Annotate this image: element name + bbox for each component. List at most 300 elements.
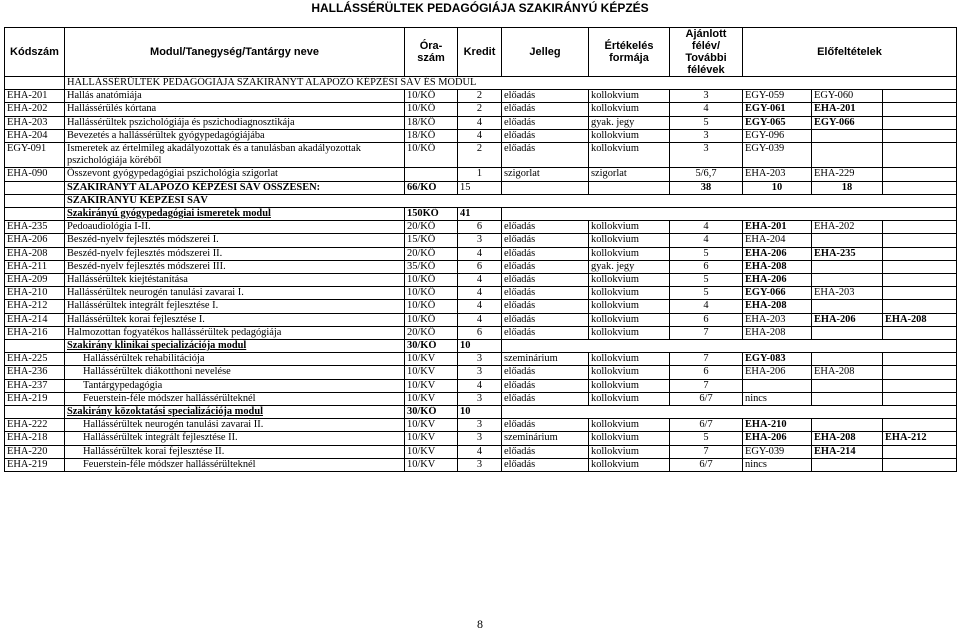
course-code: EHA-237 — [5, 379, 65, 392]
course-evaluation: kollokvium — [589, 287, 670, 300]
prerequisite — [883, 379, 957, 392]
header-hours: Óra-szám — [405, 28, 458, 77]
prerequisite — [883, 247, 957, 260]
course-name: Hallássérültek rehabilitációja — [65, 353, 405, 366]
course-hours: 10/KÖ — [405, 313, 458, 326]
table-row — [5, 143, 957, 168]
course-code: EHA-090 — [5, 168, 65, 181]
course-name: Hallássérültek korai fejlesztése II. — [65, 445, 405, 458]
prerequisite: EGY-066 — [743, 287, 812, 300]
course-semester: 3 — [670, 90, 743, 103]
course-type: szigorlat — [502, 168, 589, 181]
table-row — [5, 432, 957, 445]
prerequisite: EHA-206 — [743, 247, 812, 260]
prerequisite — [883, 90, 957, 103]
course-credit: 4 — [458, 247, 502, 260]
course-hours: 20/KÖ — [405, 326, 458, 339]
table-row — [5, 379, 957, 392]
course-name: Feuerstein-féle módszer hallássérülteknél — [65, 458, 405, 471]
table-row — [5, 419, 957, 432]
prerequisite — [883, 287, 957, 300]
course-evaluation: kollokvium — [589, 419, 670, 432]
course-semester: 5 — [670, 432, 743, 445]
prerequisite: nincs — [743, 392, 812, 405]
table-row — [5, 221, 957, 234]
empty-cell — [589, 181, 670, 194]
prerequisite: EHA-201 — [812, 103, 883, 116]
course-code: EHA-204 — [5, 129, 65, 142]
course-credit: 6 — [458, 221, 502, 234]
prerequisite — [812, 392, 883, 405]
course-evaluation: szigorlat — [589, 168, 670, 181]
header-semester: Ajánlott félév/ További félévek — [670, 28, 743, 77]
course-code: EHA-219 — [5, 392, 65, 405]
course-credit: 3 — [458, 419, 502, 432]
course-hours: 10/KV — [405, 445, 458, 458]
empty-cell — [5, 181, 65, 194]
heading-row — [5, 194, 957, 207]
course-semester: 4 — [670, 221, 743, 234]
empty-cell — [5, 340, 65, 353]
summary-credit: 15 — [458, 181, 502, 194]
prerequisite: EGY-066 — [812, 116, 883, 129]
course-type: előadás — [502, 366, 589, 379]
course-evaluation: kollokvium — [589, 353, 670, 366]
module-name: Szakirány klinikai specializációja modul — [65, 340, 405, 353]
course-credit: 4 — [458, 300, 502, 313]
prerequisite: EHA-208 — [812, 366, 883, 379]
prerequisite — [883, 221, 957, 234]
course-name: Halmozottan fogyatékos hallássérültek pedagógiája — [65, 326, 405, 339]
prerequisite: EHA-208 — [743, 326, 812, 339]
prerequisite — [812, 143, 883, 168]
prerequisite: EGY-061 — [743, 103, 812, 116]
course-type: előadás — [502, 221, 589, 234]
module-credit: 10 — [458, 406, 502, 419]
prerequisite: EHA-208 — [743, 260, 812, 273]
course-evaluation: kollokvium — [589, 129, 670, 142]
course-credit: 3 — [458, 234, 502, 247]
course-hours: 10/KV — [405, 379, 458, 392]
prerequisite — [812, 419, 883, 432]
curriculum-table — [4, 27, 957, 472]
course-evaluation: kollokvium — [589, 392, 670, 405]
table-row — [5, 103, 957, 116]
course-hours: 10/KV — [405, 366, 458, 379]
course-name: Feuerstein-féle módszer hallássérülteknél — [65, 392, 405, 405]
header-code: Kódszám — [5, 28, 65, 77]
course-type: előadás — [502, 313, 589, 326]
course-evaluation: kollokvium — [589, 103, 670, 116]
course-hours — [405, 168, 458, 181]
module-row — [5, 406, 957, 419]
course-semester: 4 — [670, 300, 743, 313]
prerequisite: EHA-206 — [743, 432, 812, 445]
course-credit: 1 — [458, 168, 502, 181]
summary-num: 10 — [743, 181, 812, 194]
prerequisite: EHA-204 — [743, 234, 812, 247]
course-type: előadás — [502, 143, 589, 168]
course-evaluation: kollokvium — [589, 221, 670, 234]
course-name: Pedoaudiológia I-II. — [65, 221, 405, 234]
table-row — [5, 366, 957, 379]
course-code: EHA-225 — [5, 353, 65, 366]
empty-cell — [502, 181, 589, 194]
course-credit: 4 — [458, 313, 502, 326]
course-credit: 3 — [458, 432, 502, 445]
prerequisite — [883, 353, 957, 366]
prerequisite — [812, 234, 883, 247]
course-type: előadás — [502, 419, 589, 432]
course-semester: 5 — [670, 247, 743, 260]
course-credit: 4 — [458, 287, 502, 300]
course-semester: 6/7 — [670, 458, 743, 471]
summary-label: SZAKIRÁNYT ALAPOZÓ KÉPZÉSI SÁV ÖSSZESEN: — [65, 181, 405, 194]
course-name: Hallássérültek integrált fejlesztése I. — [65, 300, 405, 313]
prerequisite — [883, 326, 957, 339]
course-credit: 4 — [458, 116, 502, 129]
course-type: előadás — [502, 116, 589, 129]
course-semester: 5 — [670, 287, 743, 300]
prerequisite: EHA-206 — [743, 366, 812, 379]
course-evaluation: gyak. jegy — [589, 116, 670, 129]
course-type: szeminárium — [502, 353, 589, 366]
prerequisite — [883, 234, 957, 247]
empty-cell — [502, 406, 957, 419]
prerequisite: EGY-083 — [743, 353, 812, 366]
course-semester: 5/6,7 — [670, 168, 743, 181]
course-credit: 3 — [458, 458, 502, 471]
table-row — [5, 313, 957, 326]
table-row — [5, 287, 957, 300]
course-credit: 2 — [458, 90, 502, 103]
empty-cell — [5, 194, 65, 207]
course-type: előadás — [502, 90, 589, 103]
table-row — [5, 274, 957, 287]
table-row — [5, 90, 957, 103]
course-credit: 4 — [458, 274, 502, 287]
prerequisite: EHA-202 — [812, 221, 883, 234]
course-code: EHA-222 — [5, 419, 65, 432]
course-evaluation: kollokvium — [589, 326, 670, 339]
course-semester: 7 — [670, 353, 743, 366]
course-code: EHA-214 — [5, 313, 65, 326]
prerequisite — [883, 392, 957, 405]
header-evaluation: Értékelés formája — [589, 28, 670, 77]
course-credit: 4 — [458, 129, 502, 142]
course-semester: 5 — [670, 116, 743, 129]
course-code: EHA-208 — [5, 247, 65, 260]
course-code: EHA-212 — [5, 300, 65, 313]
prerequisite — [883, 103, 957, 116]
course-hours: 18/KÖ — [405, 129, 458, 142]
course-type: előadás — [502, 300, 589, 313]
course-evaluation: kollokvium — [589, 234, 670, 247]
course-credit: 2 — [458, 143, 502, 168]
course-code: EHA-206 — [5, 234, 65, 247]
course-type: előadás — [502, 326, 589, 339]
course-credit: 4 — [458, 379, 502, 392]
course-semester: 3 — [670, 143, 743, 168]
course-type: szeminárium — [502, 432, 589, 445]
prerequisite: EHA-208 — [743, 300, 812, 313]
course-name: Hallássérültek korai fejlesztése I. — [65, 313, 405, 326]
prerequisite: EHA-235 — [812, 247, 883, 260]
prerequisite: EHA-229 — [812, 168, 883, 181]
course-type: előadás — [502, 129, 589, 142]
course-semester: 4 — [670, 234, 743, 247]
prerequisite — [883, 129, 957, 142]
course-evaluation: kollokvium — [589, 458, 670, 471]
course-evaluation: kollokvium — [589, 90, 670, 103]
prerequisite: EHA-203 — [743, 313, 812, 326]
prerequisite — [883, 143, 957, 168]
course-type: előadás — [502, 287, 589, 300]
course-name: Hallássérültek neurogén tanulási zavarai II. — [65, 419, 405, 432]
course-code: EHA-209 — [5, 274, 65, 287]
course-hours: 10/KÖ — [405, 287, 458, 300]
prerequisite: EHA-208 — [812, 432, 883, 445]
empty-cell — [5, 208, 65, 221]
course-name: Tantárgypedagógia — [65, 379, 405, 392]
course-name: Hallássérülés kórtana — [65, 103, 405, 116]
prerequisite: EGY-059 — [743, 90, 812, 103]
summary-row — [5, 181, 957, 194]
course-evaluation: kollokvium — [589, 313, 670, 326]
course-name: Beszéd-nyelv fejlesztés módszerei I. — [65, 234, 405, 247]
course-name: Hallássérültek integrált fejlesztése II. — [65, 432, 405, 445]
course-hours: 10/KÖ — [405, 90, 458, 103]
course-credit: 3 — [458, 392, 502, 405]
header-type: Jelleg — [502, 28, 589, 77]
empty-cell — [502, 340, 957, 353]
course-semester: 7 — [670, 379, 743, 392]
course-name: Hallássérültek neurogén tanulási zavarai I. — [65, 287, 405, 300]
module-row — [5, 208, 957, 221]
table-row — [5, 247, 957, 260]
prerequisite — [812, 274, 883, 287]
course-hours: 20/KÖ — [405, 221, 458, 234]
course-evaluation: kollokvium — [589, 300, 670, 313]
prerequisite — [883, 274, 957, 287]
prerequisite — [883, 458, 957, 471]
table-row — [5, 116, 957, 129]
prerequisite: EGY-039 — [743, 445, 812, 458]
course-code: EHA-235 — [5, 221, 65, 234]
module-hours: 30/KÖ — [405, 406, 458, 419]
course-hours: 10/KV — [405, 392, 458, 405]
module-hours: 150KÖ — [405, 208, 458, 221]
course-name: Hallássérültek diákotthoni nevelése — [65, 366, 405, 379]
section-title-row — [5, 77, 957, 90]
table-row — [5, 326, 957, 339]
module-row — [5, 340, 957, 353]
course-name: Hallássérültek pszichológiája és pszichodiagnosztikája — [65, 116, 405, 129]
prerequisite — [883, 445, 957, 458]
course-code: EHA-202 — [5, 103, 65, 116]
prerequisite: EHA-206 — [812, 313, 883, 326]
prerequisite — [743, 379, 812, 392]
course-semester: 4 — [670, 103, 743, 116]
course-hours: 35/KÖ — [405, 260, 458, 273]
course-type: előadás — [502, 247, 589, 260]
summary-hours: 66/KÖ — [405, 181, 458, 194]
course-credit: 6 — [458, 326, 502, 339]
table-row — [5, 392, 957, 405]
prerequisite: EHA-201 — [743, 221, 812, 234]
module-credit: 10 — [458, 340, 502, 353]
table-body — [5, 77, 957, 472]
table-row — [5, 353, 957, 366]
header-prerequisites: Előfeltételek — [743, 28, 957, 77]
document-title: HALLÁSSÉRÜLTEK PEDAGÓGIÁJA SZAKIRÁNYÚ KÉPZÉS — [311, 1, 649, 15]
table-row — [5, 300, 957, 313]
course-type: előadás — [502, 274, 589, 287]
prerequisite: EHA-203 — [812, 287, 883, 300]
course-type: előadás — [502, 103, 589, 116]
course-semester: 6 — [670, 260, 743, 273]
prerequisite: EHA-208 — [883, 313, 957, 326]
course-evaluation: kollokvium — [589, 445, 670, 458]
module-name: Szakirány közoktatási specializációja modul — [65, 406, 405, 419]
course-type: előadás — [502, 234, 589, 247]
course-credit: 2 — [458, 103, 502, 116]
course-credit: 3 — [458, 353, 502, 366]
table-row — [5, 129, 957, 142]
module-name: Szakirányú gyógypedagógiai ismeretek modul — [65, 208, 405, 221]
course-type: előadás — [502, 379, 589, 392]
prerequisite: EGY-039 — [743, 143, 812, 168]
course-hours: 10/KV — [405, 432, 458, 445]
course-credit: 4 — [458, 445, 502, 458]
header-name: Modul/Tanegység/Tantárgy neve — [65, 28, 405, 77]
prerequisite: EGY-096 — [743, 129, 812, 142]
prerequisite: EHA-203 — [743, 168, 812, 181]
empty-cell — [883, 181, 957, 194]
course-hours: 10/KV — [405, 353, 458, 366]
course-code: EHA-220 — [5, 445, 65, 458]
course-hours: 15/KÖ — [405, 234, 458, 247]
course-credit: 3 — [458, 366, 502, 379]
course-code: EHA-203 — [5, 116, 65, 129]
course-type: előadás — [502, 445, 589, 458]
course-hours: 10/KÖ — [405, 300, 458, 313]
prerequisite: nincs — [743, 458, 812, 471]
prerequisite — [812, 458, 883, 471]
course-evaluation: kollokvium — [589, 143, 670, 168]
prerequisite: EHA-206 — [743, 274, 812, 287]
course-code: EHA-201 — [5, 90, 65, 103]
course-evaluation: kollokvium — [589, 379, 670, 392]
course-name: Beszéd-nyelv fejlesztés módszerei II. — [65, 247, 405, 260]
prerequisite — [812, 300, 883, 313]
prerequisite — [812, 353, 883, 366]
course-semester: 6/7 — [670, 419, 743, 432]
course-hours: 10/KV — [405, 458, 458, 471]
prerequisite: EHA-214 — [812, 445, 883, 458]
prerequisite: EHA-212 — [883, 432, 957, 445]
prerequisite — [812, 260, 883, 273]
course-evaluation: kollokvium — [589, 432, 670, 445]
course-code: EHA-219 — [5, 458, 65, 471]
table-row — [5, 445, 957, 458]
course-hours: 10/KÖ — [405, 274, 458, 287]
module-hours: 30/KÖ — [405, 340, 458, 353]
course-semester: 7 — [670, 326, 743, 339]
course-type: előadás — [502, 392, 589, 405]
prerequisite — [883, 419, 957, 432]
table-row — [5, 168, 957, 181]
heading-title: SZAKIRÁNYÚ KÉPZÉSI SÁV — [65, 194, 957, 207]
course-hours: 18/KÖ — [405, 116, 458, 129]
table-row — [5, 458, 957, 471]
course-hours: 10/KÖ — [405, 103, 458, 116]
module-credit: 41 — [458, 208, 502, 221]
course-semester: 7 — [670, 445, 743, 458]
course-name: Ismeretek az értelmileg akadályozottak és a tanulásban akadályozottak pszichológiája köréből — [65, 143, 405, 168]
course-name: Beszéd-nyelv fejlesztés módszerei III. — [65, 260, 405, 273]
course-type: előadás — [502, 260, 589, 273]
table-row — [5, 260, 957, 273]
course-name: Hallás anatómiája — [65, 90, 405, 103]
summary-num: 38 — [670, 181, 743, 194]
empty-cell — [502, 208, 957, 221]
course-evaluation: gyak. jegy — [589, 260, 670, 273]
summary-num: 18 — [812, 181, 883, 194]
course-name: Bevezetés a hallássérültek gyógypedagógiájába — [65, 129, 405, 142]
empty-cell — [5, 77, 65, 90]
course-semester: 6 — [670, 313, 743, 326]
course-code: EGY-091 — [5, 143, 65, 168]
course-semester: 6 — [670, 366, 743, 379]
prerequisite — [883, 168, 957, 181]
page-number: 8 — [477, 617, 483, 631]
header-credit: Kredit — [458, 28, 502, 77]
prerequisite — [883, 260, 957, 273]
course-evaluation: kollokvium — [589, 247, 670, 260]
prerequisite — [812, 379, 883, 392]
prerequisite — [812, 129, 883, 142]
table-row — [5, 234, 957, 247]
prerequisite — [883, 300, 957, 313]
prerequisite — [812, 326, 883, 339]
course-semester: 5 — [670, 274, 743, 287]
empty-cell — [5, 406, 65, 419]
course-code: EHA-210 — [5, 287, 65, 300]
course-name: Összevont gyógypedagógiai pszichológia szigorlat — [65, 168, 405, 181]
course-evaluation: kollokvium — [589, 366, 670, 379]
course-hours: 10/KÖ — [405, 143, 458, 168]
course-code: EHA-216 — [5, 326, 65, 339]
course-type: előadás — [502, 458, 589, 471]
prerequisite: EGY-060 — [812, 90, 883, 103]
course-code: EHA-211 — [5, 260, 65, 273]
course-hours: 10/KV — [405, 419, 458, 432]
section-title: HALLÁSSÉRÜLTEK PEDAGÓGIÁJA SZAKIRÁNYT ALAPOZÓ KÉPZÉSI SÁV ÉS MODUL — [65, 77, 957, 90]
prerequisite: EGY-065 — [743, 116, 812, 129]
course-semester: 6/7 — [670, 392, 743, 405]
header-row — [5, 28, 957, 77]
course-name: Hallássérültek kiejtéstanítása — [65, 274, 405, 287]
course-code: EHA-218 — [5, 432, 65, 445]
prerequisite — [883, 116, 957, 129]
prerequisite — [883, 366, 957, 379]
course-code: EHA-236 — [5, 366, 65, 379]
course-hours: 20/KÖ — [405, 247, 458, 260]
course-semester: 3 — [670, 129, 743, 142]
prerequisite: EHA-210 — [743, 419, 812, 432]
course-credit: 6 — [458, 260, 502, 273]
